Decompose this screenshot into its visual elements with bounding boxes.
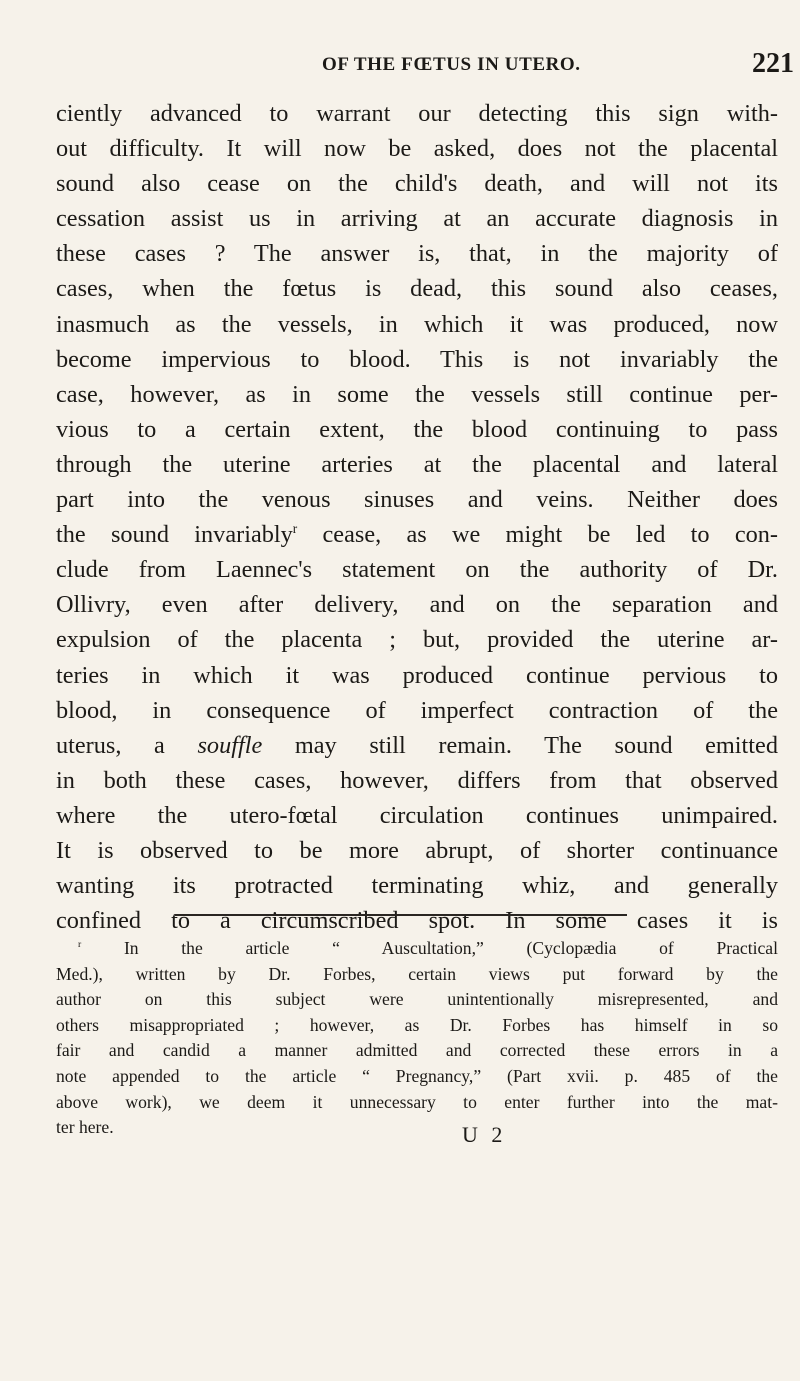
body-line: where the utero-fœtal circulation continues unimpaired. xyxy=(56,801,778,829)
page-number: 221 xyxy=(752,48,794,79)
body-line: confined to a circumscribed spot. In some cases it is xyxy=(56,907,778,935)
footnote-line: ter here. xyxy=(56,1117,114,1138)
body-line: cases, when the fœtus is dead, this sound also ceases, xyxy=(56,275,778,303)
footnote xyxy=(56,936,778,1141)
body-line-part: may still remain. The sound emitted xyxy=(294,731,778,759)
body-line: case, however, as in some the vessels still continue per- xyxy=(56,380,778,408)
footnote-line: Med.), written by Dr. Forbes, certain views put forward by the xyxy=(56,963,778,984)
signature-mark: U 2 xyxy=(462,1122,507,1147)
body-line: part into the venous sinuses and veins. Neither does xyxy=(56,486,778,514)
body-line: ciently advanced to warrant our detecting this sign with- xyxy=(56,100,778,127)
footnote-reference: r xyxy=(292,521,298,537)
body-line: inasmuch as the vessels, in which it was produced, now xyxy=(56,310,778,338)
running-head: OF THE FŒTUS IN UTERO. xyxy=(322,54,581,75)
body-line: cessation assist us in arriving at an accurate diagnosis in xyxy=(56,205,778,233)
footnote-line-part: In the article “ Auscultation,” (Cyclopædia of Practical xyxy=(123,938,778,958)
body-line xyxy=(56,517,778,552)
body-line: through the uterine arteries at the placental and lateral xyxy=(56,450,778,478)
footnote-line: author on this subject were unintentionally misrepresented, and xyxy=(56,989,778,1010)
body-line-part: uterus, a xyxy=(56,731,165,759)
footnote-marker: r xyxy=(78,939,82,951)
body-line: Ollivry, even after delivery, and on the separation and xyxy=(56,591,778,619)
body-line: sound also cease on the child's death, and will not its xyxy=(56,170,778,198)
body-line-part: cease, as we might be led to con- xyxy=(322,521,779,549)
body-text xyxy=(56,96,778,938)
footnote-line xyxy=(56,936,778,962)
body-line xyxy=(56,728,778,763)
body-line: these cases ? The answer is, that, in the majority of xyxy=(56,240,778,268)
page-header xyxy=(0,44,800,84)
body-line: teries in which it was produced continue pervious to xyxy=(56,661,778,689)
body-line: blood, in consequence of imperfect contraction of the xyxy=(56,696,778,724)
footnote-line: note appended to the article “ Pregnancy,” (Part xvii. p. 485 of the xyxy=(56,1065,778,1086)
body-line: in both these cases, however, differs from that observed xyxy=(56,766,778,794)
body-line: out difficulty. It will now be asked, does not the placental xyxy=(56,135,778,163)
footnote-divider xyxy=(175,914,627,916)
body-line: become impervious to blood. This is not invariably the xyxy=(56,345,778,373)
italic-term: souffle xyxy=(197,731,263,759)
body-line: wanting its protracted terminating whiz, and generally xyxy=(56,872,778,900)
body-line: It is observed to be more abrupt, of shorter continuance xyxy=(56,836,778,864)
body-line-part: the sound invariably xyxy=(56,521,293,549)
footnote-line: fair and candid a manner admitted and corrected these errors in a xyxy=(56,1040,778,1061)
body-line: vious to a certain extent, the blood continuing to pass xyxy=(56,415,778,443)
footnote-line: above work), we deem it unnecessary to enter further into the mat- xyxy=(56,1091,778,1112)
footnote-line: others misappropriated ; however, as Dr. Forbes has himself in so xyxy=(56,1014,778,1035)
body-line: expulsion of the placenta ; but, provided the uterine ar- xyxy=(56,626,778,654)
body-line: clude from Laennec's statement on the authority of Dr. xyxy=(56,556,778,584)
